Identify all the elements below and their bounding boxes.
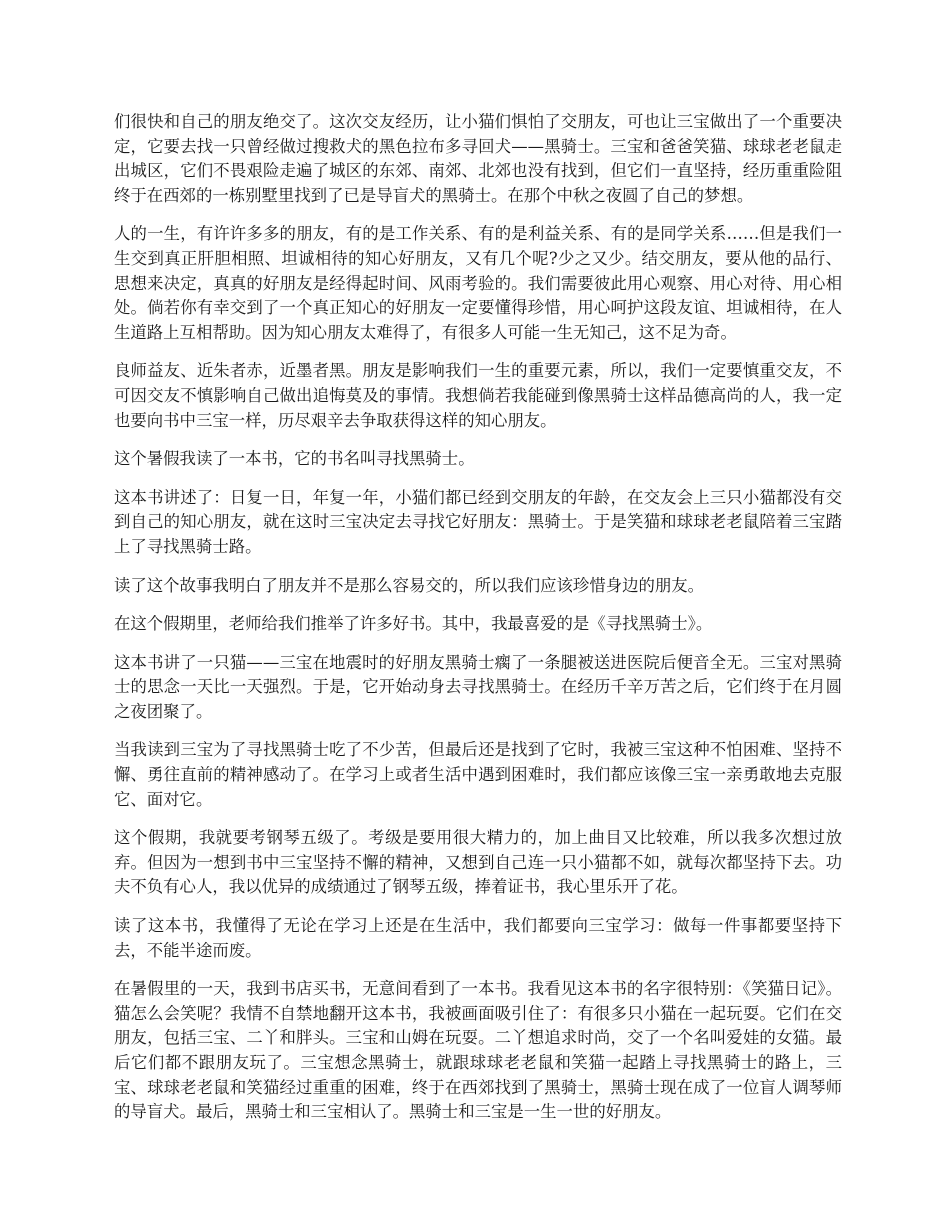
paragraph-7: 在这个假期里，老师给我们推举了许多好书。其中，我最喜爱的是《寻找黑骑士》。 [114,614,713,634]
paragraph-9: 当我读到三宝为了寻找黑骑士吃了不少苦，但最后还是找到了它时，我被三宝这种不怕困难、坚持不懈、勇往直前的精神感动了。在学习上或者生活中遇到困难时，我们都应该像三宝一亲勇敢地去克服它、面对它。 [114,740,842,809]
paragraph-6: 读了这个故事我明白了朋友并不是那么容易交的，所以我们应该珍惜身边的朋友。 [114,575,705,595]
paragraph-8: 这本书讲了一只猫——三宝在地震时的好朋友黑骑士瘸了一条腿被送进医院后便音全无。三宝对黑骑士的思念一天比一天强烈。于是，它开始动身去寻找黑骑士。在经历千辛万苦之后，它们终于在月圆之夜团聚了。 [114,652,842,721]
paragraph-3: 良师益友、近朱者赤，近墨者黑。朋友是影响我们一生的重要元素，所以，我们一定要慎重交友，不可因交友不慎影响自己做出追悔莫及的事情。我想倘若我能碰到像黑骑士这样品德高尚的人，我一定也要向书中三宝一样，历尽艰辛去争取获得这样的知心朋友。 [114,361,842,430]
paragraph-4: 这个暑假我读了一本书，它的书名叫寻找黑骑士。 [114,449,475,469]
paragraph-5: 这本书讲述了：日复一日，年复一年，小猫们都已经到交朋友的年龄，在交友会上三只小猫都没有交到自己的知心朋友，就在这时三宝决定去寻找它好朋友：黑骑士。于是笑猫和球球老老鼠陪着三宝踏上了寻找黑骑士路。 [114,487,842,556]
document-body [114,110,842,1139]
paragraph-1: 们很快和自己的朋友绝交了。这次交友经历，让小猫们惧怕了交朋友，可也让三宝做出了一个重要决定，它要去找一只曾经做过搜救犬的黑色拉布多寻回犬——黑骑士。三宝和爸爸笑猫、球球老老鼠走出城区，它们不畏艰险走遍了城区的东郊、南郊、北郊也没有找到，但它们一直坚持，经历重重险阻终于在西郊的一栋别墅里找到了已是导盲犬的黑骑士。在那个中秋之夜圆了自己的梦想。 [114,112,842,205]
paragraph-2: 人的一生，有许许多多的朋友，有的是工作关系、有的是利益关系、有的是同学关系……但是我们一生交到真正肝胆相照、坦诚相待的知心好朋友，又有几个呢?少之又少。结交朋友，要从他的品行、思想来决定，真真的好朋友是经得起时间、风雨考验的。我们需要彼此用心观察、用心对待、用心相处。倘若你有幸交到了一个真正知心的好朋友一定要懂得珍惜，用心呵护这段友谊、坦诚相待，在人生道路上互相帮助。因为知心朋友太难得了，有很多人可能一生无知己，这不足为奇。 [114,224,842,342]
paragraph-11: 读了这本书，我懂得了无论在学习上还是在生活中，我们都要向三宝学习：做每一件事都要坚持下去，不能半途而废。 [114,916,842,960]
paragraph-12: 在暑假里的一天，我到书店买书，无意间看到了一本书。我看见这本书的名字很特别：《笑猫日记》。猫怎么会笑呢？我情不自禁地翻开这本书，我被画面吸引住了：有很多只小猫在一起玩耍。它们在交朋友，包括三宝、二丫和胖头。三宝和山姆在玩耍。二丫想追求时尚，交了一个名叫爱娃的女猫。最后它们都不跟朋友玩了。三宝想念黑骑士，就跟球球老老鼠和笑猫一起踏上寻找黑骑士的路上，三宝、球球老老鼠和笑猫经过重重的困难，终于在西郊找到了黑骑士，黑骑士现在成了一位盲人调琴师的导盲犬。最后，黑骑士和三宝相认了。黑骑士和三宝是一生一世的好朋友。 [114,979,842,1122]
paragraph-10: 这个假期，我就要考钢琴五级了。考级是要用很大精力的，加上曲目又比较难，所以我多次想过放弃。但因为一想到书中三宝坚持不懈的精神，又想到自己连一只小猫都不如，就每次都坚持下去。功夫不负有心人，我以优异的成绩通过了钢琴五级，捧着证书，我心里乐开了花。 [114,828,842,897]
